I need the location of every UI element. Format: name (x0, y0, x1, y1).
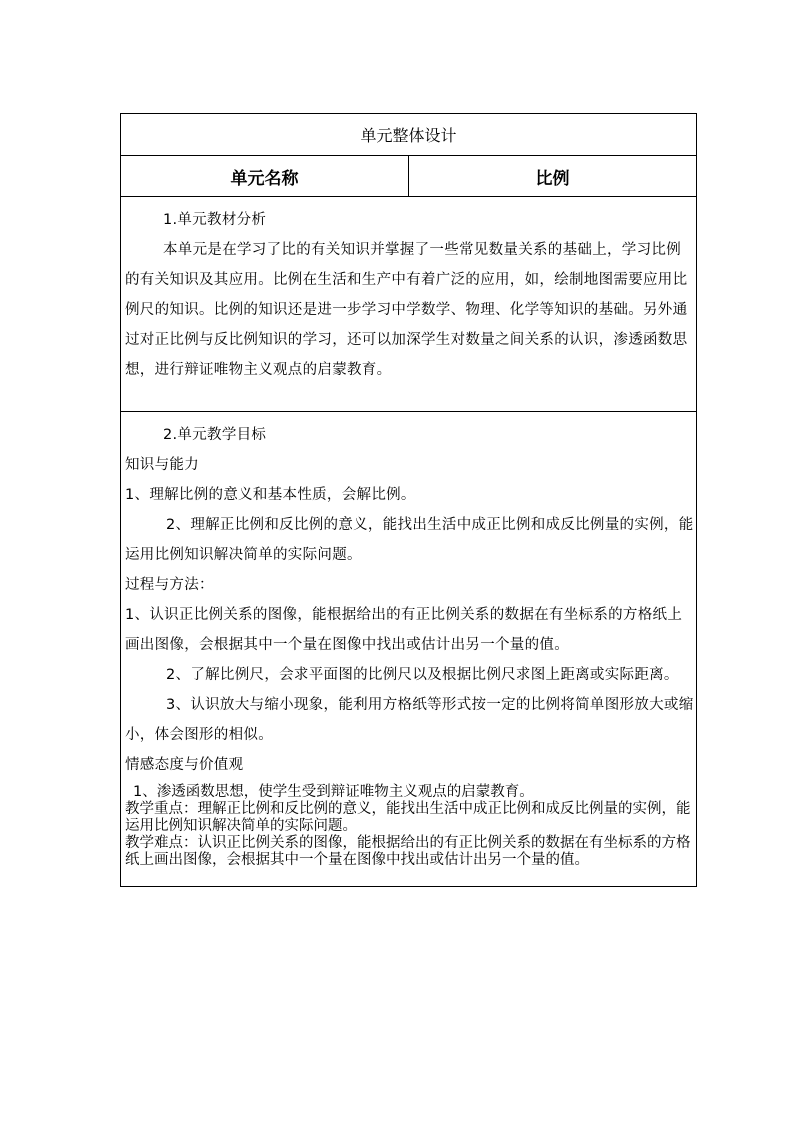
process-item-2: 2、了解比例尺，会求平面图的比例尺以及根据比例尺求图上距离或实际距离。 (166, 667, 679, 683)
unit-name-row (121, 156, 697, 197)
section1-heading: 1.单元教材分析 (163, 212, 267, 228)
knowledge-heading: 知识与能力 (125, 457, 199, 473)
emotion-item-1: 1、渗透函数思想，使学生受到辩证唯物主义观点的启蒙教育。 (133, 784, 534, 800)
unit-name-label: 单元名称 (121, 156, 409, 197)
knowledge-item-1: 1、理解比例的意义和基本性质，会解比例。 (125, 487, 416, 503)
section2-heading: 2.单元教学目标 (163, 427, 267, 443)
section1-paragraph: 本单元是在学习了比的有关知识并掌握了一些常见数量关系的基础上，学习比例的有关知识及其应用。比例在生活和生产中有着广泛的应用，如，绘制地图需要应用比例尺的知识。比例的知识还是进一步学习中学数学、物理、化学等知识的基础。另外通过对正比例与反比例知识的学习，还可以加深学生对数量之间关系的认识，渗透函数思想，进行辩证唯物主义观点的启蒙教育。 (125, 242, 688, 378)
process-heading: 过程与方法： (125, 577, 214, 593)
table-title: 单元整体设计 (121, 114, 697, 156)
emotion-heading: 情感态度与价值观 (125, 757, 244, 773)
difficult-points: 教学难点：认识正比例关系的图像，能根据给出的有正比例关系的数据在有坐标系的方格纸上画出图像，会根据其中一个量在图像中找出或估计出另一个量的值。 (125, 835, 691, 868)
unit-name-value: 比例 (409, 156, 697, 197)
process-item-1: 1、认识正比例关系的图像，能根据给出的有正比例关系的数据在有坐标系的方格纸上画出图像，会根据其中一个量在图像中找出或估计出另一个量的值。 (125, 607, 683, 653)
section2-row (121, 412, 697, 887)
teaching-goals-cell (121, 412, 697, 887)
section1-row (121, 197, 697, 412)
title-row (121, 114, 697, 156)
knowledge-item-2: 2、理解正比例和反比例的意义，能找出生活中成正比例和成反比例量的实例，能运用比例知识解决简单的实际问题。 (125, 517, 694, 563)
key-points: 教学重点：理解正比例和反比例的意义，能找出生活中成正比例和成反比例量的实例，能运用比例知识解决简单的实际问题。 (125, 801, 691, 834)
unit-design-table (120, 113, 697, 887)
process-item-3: 3、认识放大与缩小现象，能利用方格纸等形式按一定的比例将简单图形放大或缩小，体会图形的相似。 (125, 697, 694, 743)
textbook-analysis-cell (121, 197, 697, 412)
